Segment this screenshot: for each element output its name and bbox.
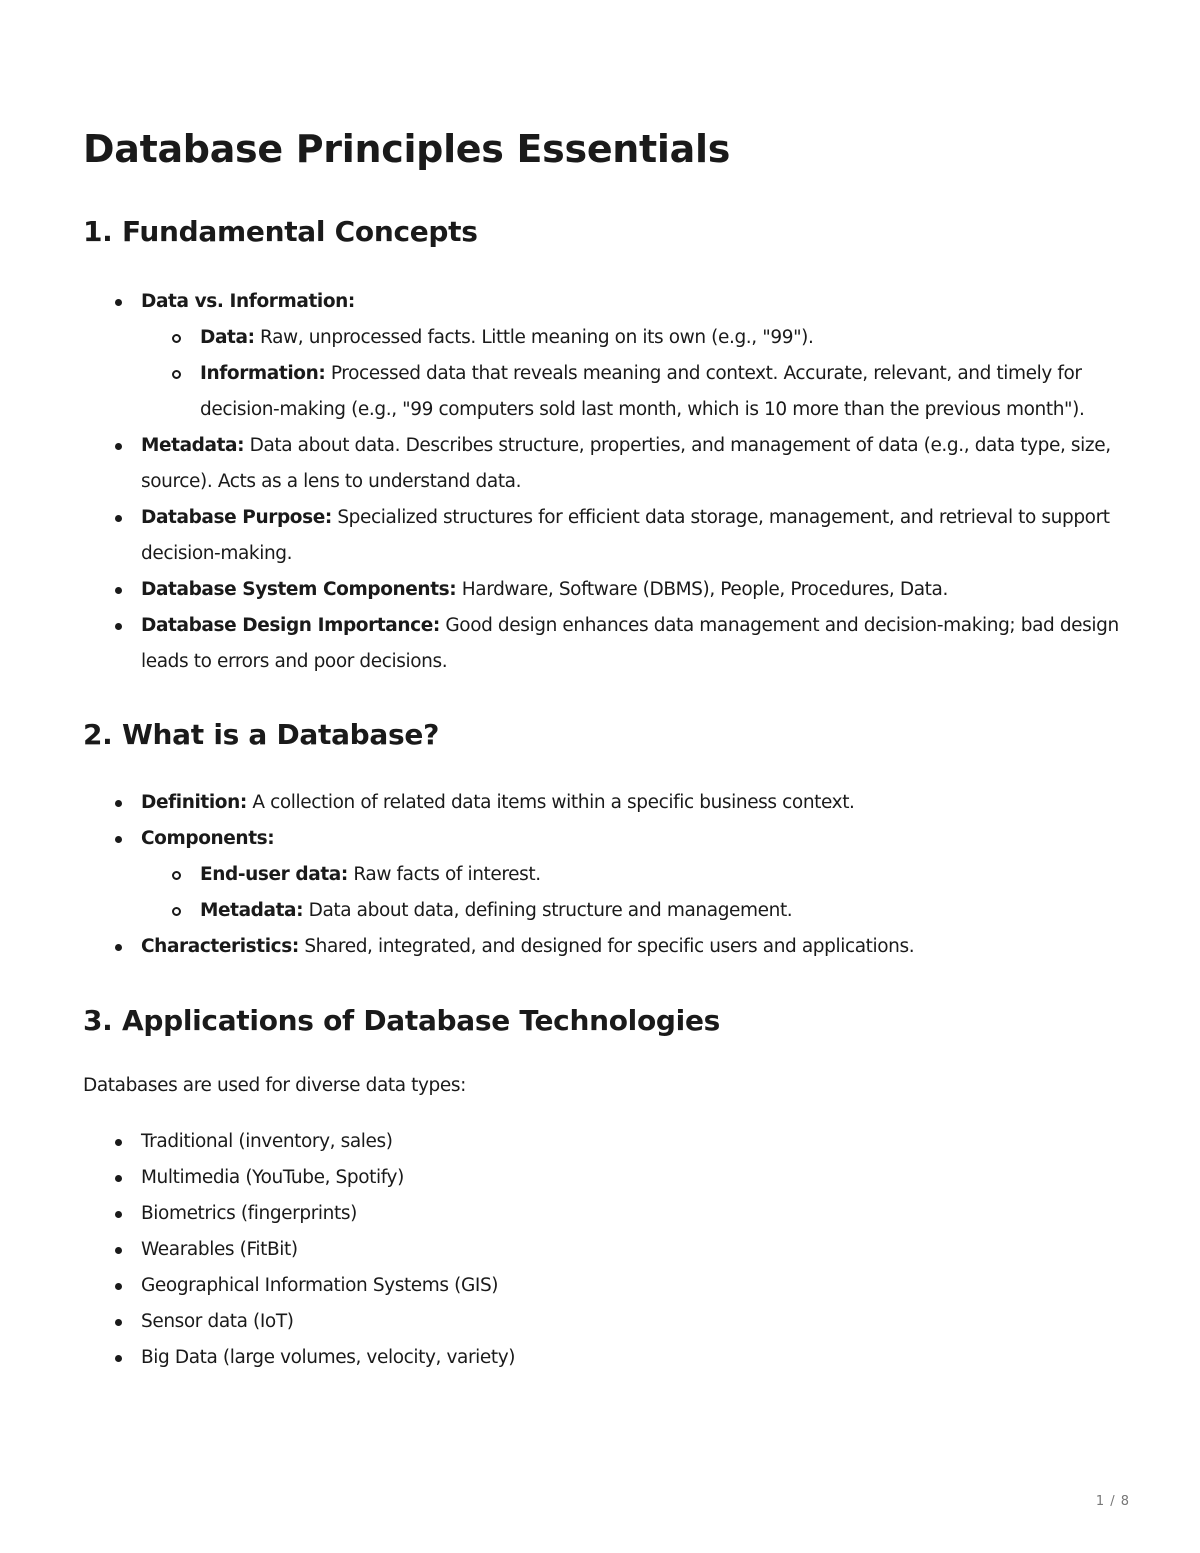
list-item: Database Design Importance: Good design enhances data management and decision-making; bad design leads to errors and poor decisions. bbox=[83, 608, 1123, 680]
document-page bbox=[83, 122, 1123, 1376]
applications-list bbox=[83, 1124, 1123, 1376]
list-item: Characteristics: Shared, integrated, and designed for specific users and applications. bbox=[83, 929, 1123, 965]
sub-list-item: Metadata: Data about data, defining structure and management. bbox=[141, 893, 1123, 929]
term: Information: bbox=[200, 363, 326, 384]
what-is-database-list bbox=[83, 785, 1123, 965]
list-item: Wearables (FitBit) bbox=[83, 1232, 1123, 1268]
list-item: Traditional (inventory, sales) bbox=[83, 1124, 1123, 1160]
term: Database System Components: bbox=[141, 579, 457, 600]
section-heading-fundamental-concepts: 1. Fundamental Concepts bbox=[83, 215, 478, 248]
term: Database Design Importance: bbox=[141, 615, 440, 636]
sub-list bbox=[82, 320, 1123, 428]
list-item: Big Data (large volumes, velocity, variety) bbox=[83, 1340, 1123, 1376]
term: Metadata: bbox=[200, 900, 304, 921]
list-item bbox=[83, 821, 1123, 929]
term: Data: bbox=[200, 327, 255, 348]
sub-list bbox=[82, 857, 1123, 929]
term: Characteristics: bbox=[141, 936, 299, 957]
term: Metadata: bbox=[141, 435, 245, 456]
section-intro: Databases are used for diverse data types: bbox=[83, 1075, 466, 1096]
section-heading-applications: 3. Applications of Database Technologies bbox=[83, 1004, 721, 1037]
list-item: Biometrics (fingerprints) bbox=[83, 1196, 1123, 1232]
sub-list-item: Information: Processed data that reveals meaning and context. Accurate, relevant, and timely for decision-making (e.g., "99 computers sold last month, which is 10 more than the previous month"). bbox=[141, 356, 1123, 428]
page-number: 1 / 8 bbox=[1095, 1494, 1130, 1509]
list-item: Multimedia (YouTube, Spotify) bbox=[83, 1160, 1123, 1196]
list-item: Metadata: Data about data. Describes structure, properties, and management of data (e.g., data type, size, source). Acts as a lens to understand data. bbox=[83, 428, 1123, 500]
term: Data vs. Information: bbox=[141, 291, 355, 312]
list-item: Sensor data (IoT) bbox=[83, 1304, 1123, 1340]
sub-list-item: End-user data: Raw facts of interest. bbox=[141, 857, 1123, 893]
term: Components: bbox=[141, 828, 275, 849]
sub-list-item: Data: Raw, unprocessed facts. Little meaning on its own (e.g., "99"). bbox=[141, 320, 1123, 356]
list-item: Definition: A collection of related data items within a specific business context. bbox=[83, 785, 1123, 821]
list-item: Database Purpose: Specialized structures for efficient data storage, management, and retrieval to support decision-making. bbox=[83, 500, 1123, 572]
list-item: Database System Components: Hardware, Software (DBMS), People, Procedures, Data. bbox=[83, 572, 1123, 608]
term: End-user data: bbox=[200, 864, 348, 885]
list-item bbox=[83, 284, 1123, 428]
fundamental-concepts-list bbox=[83, 284, 1123, 680]
section-heading-what-is-a-database: 2. What is a Database? bbox=[83, 718, 440, 751]
list-item: Geographical Information Systems (GIS) bbox=[83, 1268, 1123, 1304]
term: Database Purpose: bbox=[141, 507, 332, 528]
document-title: Database Principles Essentials bbox=[83, 127, 731, 171]
term: Definition: bbox=[141, 792, 247, 813]
